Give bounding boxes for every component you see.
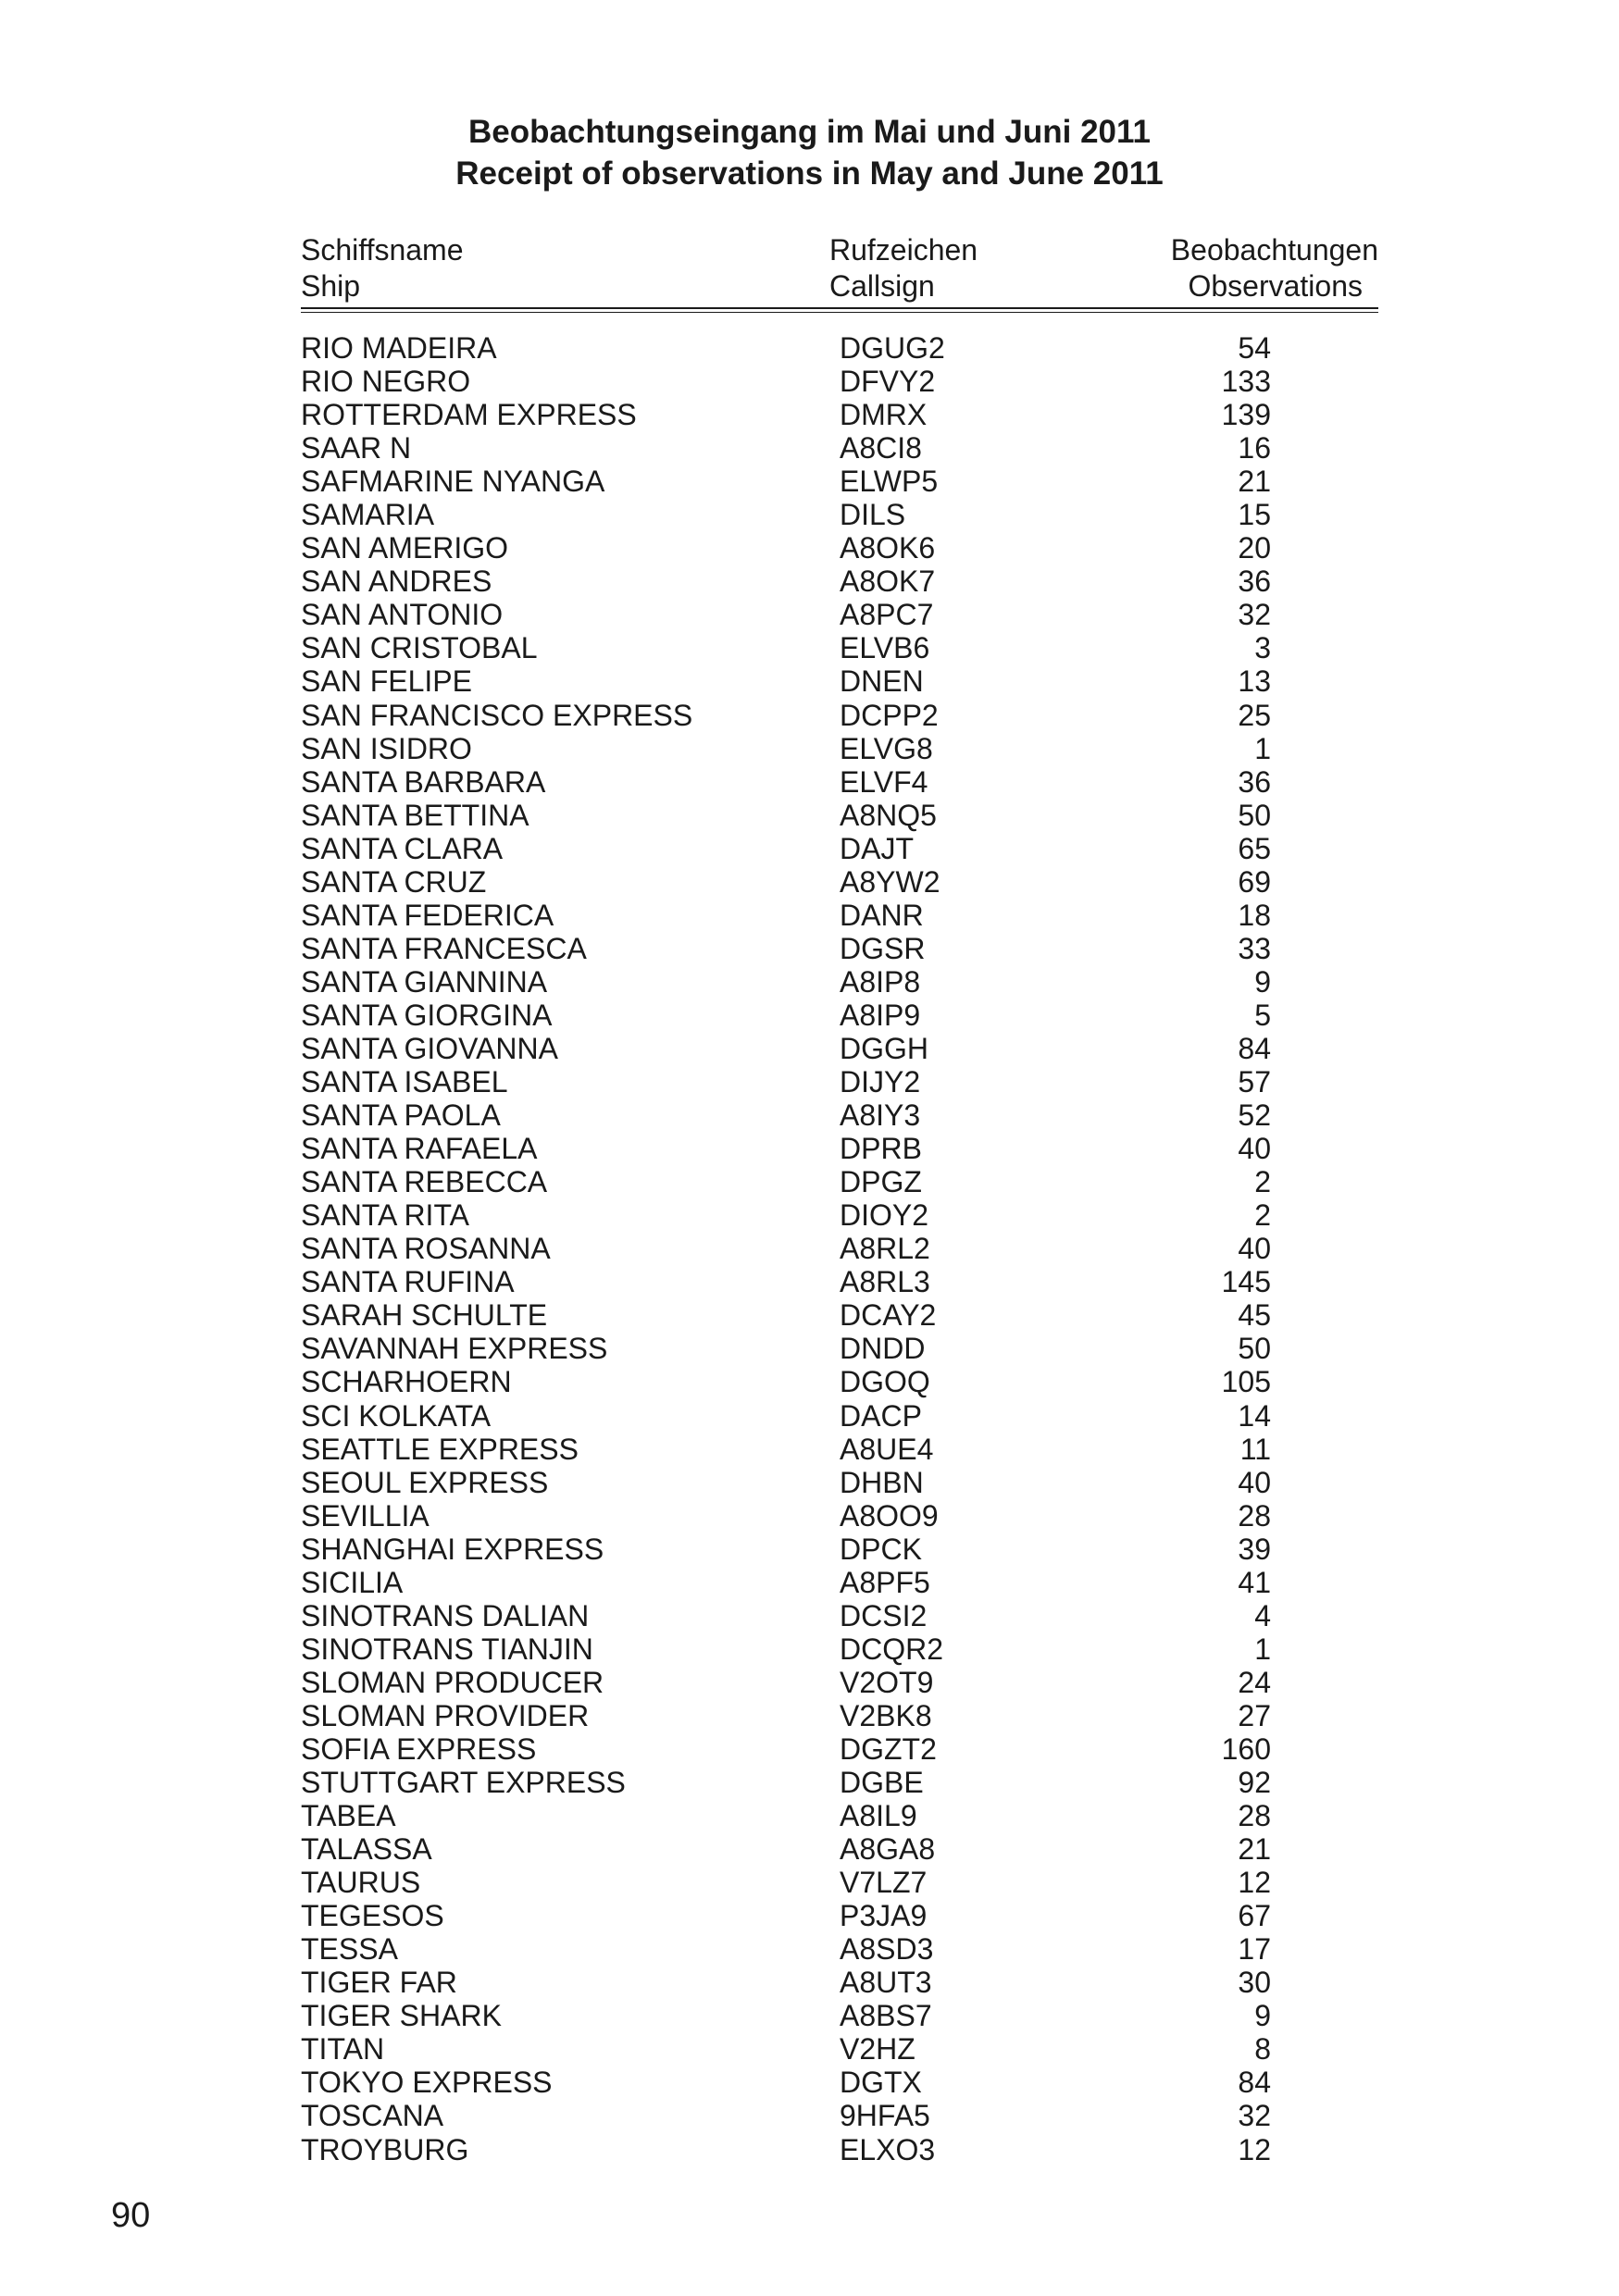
- callsign-cell: P3JA9: [840, 1899, 928, 1933]
- ship-name-cell: SAFMARINE NYANGA: [301, 465, 605, 499]
- ship-name-cell: SAN FRANCISCO EXPRESS: [301, 698, 693, 732]
- ship-name-cell: SANTA ISABEL: [301, 1065, 508, 1099]
- ship-name-cell: SANTA PAOLA: [301, 1098, 501, 1133]
- ship-name-cell: SAN ANTONIO: [301, 598, 504, 632]
- table-row: [301, 1499, 1378, 1533]
- observations-cell: 52: [1238, 1098, 1271, 1133]
- table-row: [301, 1766, 1378, 1799]
- callsign-cell: 9HFA5: [840, 2099, 930, 2133]
- table-row: [301, 832, 1378, 865]
- ship-name-cell: SANTA GIORGINA: [301, 998, 553, 1032]
- ship-name-cell: SANTA FRANCESCA: [301, 931, 587, 965]
- table-row: [301, 799, 1378, 832]
- ship-name-cell: SANTA BARBARA: [301, 764, 546, 799]
- table-row: [301, 664, 1378, 698]
- observations-cell: 41: [1238, 1565, 1271, 1599]
- observations-cell: 25: [1238, 698, 1271, 732]
- observations-cell: 1: [1254, 1632, 1271, 1666]
- table-row: [301, 465, 1378, 498]
- table-row: [301, 531, 1378, 565]
- observations-cell: 45: [1238, 1298, 1271, 1333]
- table-row: [301, 1632, 1378, 1666]
- observations-cell: 14: [1238, 1398, 1271, 1433]
- callsign-cell: V2HZ: [840, 2032, 915, 2066]
- ship-name-cell: SEVILLIA: [301, 1498, 430, 1533]
- observations-cell: 67: [1238, 1899, 1271, 1933]
- observations-cell: 20: [1238, 531, 1271, 565]
- ship-name-cell: TIGER FAR: [301, 1966, 457, 2000]
- ship-name-cell: SEATTLE EXPRESS: [301, 1432, 579, 1466]
- table-row: [301, 965, 1378, 999]
- observations-cell: 33: [1238, 931, 1271, 965]
- callsign-cell: V7LZ7: [840, 1866, 928, 1900]
- observations-cell: 105: [1221, 1365, 1271, 1399]
- ship-name-cell: SLOMAN PROVIDER: [301, 1698, 590, 1732]
- header-callsign-en: Callsign: [829, 269, 935, 303]
- observations-cell: 28: [1238, 1498, 1271, 1533]
- callsign-cell: DHBN: [840, 1465, 924, 1499]
- header-ship-de: Schiffsname: [301, 233, 464, 267]
- table-row: [301, 699, 1378, 732]
- observations-cell: 21: [1238, 1832, 1271, 1867]
- ship-name-cell: TIGER SHARK: [301, 1999, 502, 2033]
- table-row: [301, 1999, 1378, 2032]
- ship-name-cell: SANTA GIOVANNA: [301, 1031, 558, 1065]
- table-row: [301, 1132, 1378, 1165]
- title-german: Beobachtungseingang im Mai und Juni 2011: [467, 114, 1152, 150]
- observations-cell: 133: [1221, 365, 1271, 399]
- header-row-english: [301, 268, 1378, 304]
- ship-name-cell: SAVANNAH EXPRESS: [301, 1332, 608, 1366]
- ship-name-cell: SANTA CLARA: [301, 831, 504, 865]
- ship-name-cell: SAN ANDRES: [301, 565, 492, 599]
- callsign-cell: A8UE4: [840, 1432, 934, 1466]
- ship-name-cell: TALASSA: [301, 1832, 432, 1867]
- table-row: [301, 1799, 1378, 1832]
- observations-cell: 36: [1238, 565, 1271, 599]
- callsign-cell: DAJT: [840, 831, 914, 865]
- ship-name-cell: SAMARIA: [301, 498, 435, 532]
- ship-name-cell: TABEA: [301, 1799, 396, 1833]
- table-row: [301, 1966, 1378, 1999]
- callsign-cell: DPRB: [840, 1132, 922, 1166]
- callsign-cell: DPCK: [840, 1532, 922, 1566]
- observations-cell: 28: [1238, 1799, 1271, 1833]
- observations-cell: 39: [1238, 1532, 1271, 1566]
- table-row: [301, 999, 1378, 1032]
- table-row: [301, 331, 1378, 365]
- callsign-cell: DFVY2: [840, 365, 936, 399]
- ship-name-cell: ROTTERDAM EXPRESS: [301, 398, 637, 432]
- table-row: [301, 1899, 1378, 1932]
- ship-name-cell: RIO NEGRO: [301, 365, 471, 399]
- observations-cell: 4: [1254, 1598, 1271, 1632]
- observations-cell: 18: [1238, 898, 1271, 932]
- callsign-cell: V2OT9: [840, 1665, 934, 1699]
- table-row: [301, 1399, 1378, 1433]
- table-row: [301, 365, 1378, 398]
- table-row: [301, 431, 1378, 465]
- observations-cell: 30: [1238, 1966, 1271, 2000]
- callsign-cell: A8IL9: [840, 1799, 917, 1833]
- table-row: [301, 765, 1378, 799]
- callsign-cell: DGBE: [840, 1766, 924, 1800]
- observations-cell: 65: [1238, 831, 1271, 865]
- ship-name-cell: SAN CRISTOBAL: [301, 631, 538, 665]
- callsign-cell: A8CI8: [840, 431, 922, 465]
- callsign-cell: DIJY2: [840, 1065, 921, 1099]
- table-row: [301, 1265, 1378, 1298]
- table-row: [301, 1165, 1378, 1198]
- ship-name-cell: TITAN: [301, 2032, 385, 2066]
- table-row: [301, 498, 1378, 531]
- observations-cell: 27: [1238, 1698, 1271, 1732]
- ship-name-cell: STUTTGART EXPRESS: [301, 1766, 626, 1800]
- callsign-cell: A8OK7: [840, 565, 936, 599]
- table-row: [301, 1466, 1378, 1499]
- callsign-cell: ELVG8: [840, 731, 933, 765]
- callsign-cell: DPGZ: [840, 1165, 922, 1199]
- observations-cell: 50: [1238, 1332, 1271, 1366]
- observations-cell: 139: [1221, 398, 1271, 432]
- ship-name-cell: SICILIA: [301, 1565, 404, 1599]
- observations-cell: 84: [1238, 1031, 1271, 1065]
- ship-name-cell: SANTA CRUZ: [301, 864, 487, 899]
- ship-name-cell: TOKYO EXPRESS: [301, 2066, 553, 2100]
- observations-cell: 40: [1238, 1232, 1271, 1266]
- page-number: 90: [111, 2196, 151, 2235]
- ship-name-cell: RIO MADEIRA: [301, 331, 497, 365]
- observations-cell: 8: [1254, 2032, 1271, 2066]
- ship-name-cell: SLOMAN PRODUCER: [301, 1665, 604, 1699]
- ship-name-cell: SINOTRANS DALIAN: [301, 1598, 590, 1632]
- ship-name-cell: TEGESOS: [301, 1899, 444, 1933]
- observations-cell: 54: [1238, 331, 1271, 365]
- observations-cell: 2: [1254, 1165, 1271, 1199]
- table-row: [301, 1566, 1378, 1599]
- ship-name-cell: SCI KOLKATA: [301, 1398, 492, 1433]
- table-row: [301, 1065, 1378, 1098]
- observations-cell: 11: [1239, 1432, 1271, 1466]
- table-body: [301, 331, 1378, 2166]
- ship-name-cell: SANTA FEDERICA: [301, 898, 554, 932]
- callsign-cell: DMRX: [840, 398, 928, 432]
- ship-name-cell: SANTA ROSANNA: [301, 1232, 551, 1266]
- table-row: [301, 1332, 1378, 1365]
- observations-cell: 24: [1238, 1665, 1271, 1699]
- ship-name-cell: SCHARHOERN: [301, 1365, 512, 1399]
- observations-cell: 92: [1238, 1766, 1271, 1800]
- observations-cell: 16: [1238, 431, 1271, 465]
- table-row: [301, 2133, 1378, 2166]
- callsign-cell: ELXO3: [840, 2132, 936, 2166]
- observations-cell: 57: [1238, 1065, 1271, 1099]
- ship-name-cell: SANTA RUFINA: [301, 1265, 515, 1299]
- callsign-cell: A8OK6: [840, 531, 936, 565]
- table-row: [301, 865, 1378, 899]
- callsign-cell: V2BK8: [840, 1698, 932, 1732]
- callsign-cell: DCAY2: [840, 1298, 937, 1333]
- table-row: [301, 2099, 1378, 2132]
- header-ship-en: Ship: [301, 269, 361, 303]
- callsign-cell: ELVF4: [840, 764, 928, 799]
- callsign-cell: ELVB6: [840, 631, 930, 665]
- observations-cell: 17: [1238, 1932, 1271, 1967]
- table-row: [301, 1699, 1378, 1732]
- observations-cell: 9: [1254, 964, 1271, 999]
- callsign-cell: A8IP9: [840, 998, 921, 1032]
- header-observations-en: Observations: [1188, 269, 1363, 303]
- callsign-cell: DIOY2: [840, 1198, 929, 1233]
- table-row: [301, 631, 1378, 664]
- callsign-cell: A8SD3: [840, 1932, 934, 1967]
- callsign-cell: DGGH: [840, 1031, 928, 1065]
- callsign-cell: DGOQ: [840, 1365, 930, 1399]
- table-row: [301, 2066, 1378, 2099]
- ship-name-cell: TROYBURG: [301, 2132, 469, 2166]
- callsign-cell: ELWP5: [840, 465, 939, 499]
- observations-cell: 160: [1221, 1731, 1271, 1766]
- observations-cell: 12: [1238, 2132, 1271, 2166]
- callsign-cell: A8OO9: [840, 1498, 939, 1533]
- header-callsign-de: Rufzeichen: [829, 233, 978, 267]
- callsign-cell: A8NQ5: [840, 798, 937, 832]
- ship-name-cell: SAAR N: [301, 431, 412, 465]
- callsign-cell: DNDD: [840, 1332, 926, 1366]
- table-row: [301, 1533, 1378, 1566]
- callsign-cell: DILS: [840, 498, 906, 532]
- callsign-cell: DGUG2: [840, 331, 945, 365]
- observations-cell: 50: [1238, 798, 1271, 832]
- ship-name-cell: SANTA RAFAELA: [301, 1132, 538, 1166]
- table-row: [301, 1599, 1378, 1632]
- header-divider: [301, 307, 1378, 313]
- table-row: [301, 565, 1378, 598]
- ship-name-cell: SOFIA EXPRESS: [301, 1731, 537, 1766]
- observations-cell: 40: [1238, 1465, 1271, 1499]
- observations-table: [301, 232, 1378, 2166]
- callsign-cell: DCSI2: [840, 1598, 928, 1632]
- callsign-cell: A8IP8: [840, 964, 921, 999]
- observations-cell: 32: [1238, 2099, 1271, 2133]
- observations-cell: 13: [1238, 664, 1271, 699]
- ship-name-cell: SARAH SCHULTE: [301, 1298, 548, 1333]
- table-row: [301, 1098, 1378, 1132]
- observations-cell: 21: [1238, 465, 1271, 499]
- callsign-cell: DGZT2: [840, 1731, 937, 1766]
- table-row: [301, 1932, 1378, 1966]
- observations-cell: 3: [1254, 631, 1271, 665]
- table-row: [301, 1032, 1378, 1065]
- observations-cell: 32: [1238, 598, 1271, 632]
- callsign-cell: A8PF5: [840, 1565, 930, 1599]
- callsign-cell: DANR: [840, 898, 924, 932]
- ship-name-cell: SINOTRANS TIANJIN: [301, 1632, 593, 1666]
- table-row: [301, 1433, 1378, 1466]
- callsign-cell: A8IY3: [840, 1098, 921, 1133]
- observations-cell: 1: [1254, 731, 1271, 765]
- ship-name-cell: TOSCANA: [301, 2099, 444, 2133]
- callsign-cell: A8RL2: [840, 1232, 930, 1266]
- observations-cell: 5: [1254, 998, 1271, 1032]
- observations-cell: 40: [1238, 1132, 1271, 1166]
- table-row: [301, 1732, 1378, 1766]
- ship-name-cell: SANTA REBECCA: [301, 1165, 548, 1199]
- table-row: [301, 732, 1378, 765]
- callsign-cell: DCQR2: [840, 1632, 944, 1666]
- callsign-cell: DNEN: [840, 664, 924, 699]
- observations-cell: 15: [1238, 498, 1271, 532]
- table-row: [301, 932, 1378, 965]
- table-row: [301, 1365, 1378, 1398]
- observations-cell: 84: [1238, 2066, 1271, 2100]
- observations-cell: 145: [1221, 1265, 1271, 1299]
- observations-cell: 69: [1238, 864, 1271, 899]
- table-row: [301, 1866, 1378, 1899]
- table-row: [301, 1198, 1378, 1232]
- ship-name-cell: TESSA: [301, 1932, 398, 1967]
- callsign-cell: DCPP2: [840, 698, 939, 732]
- ship-name-cell: SAN ISIDRO: [301, 731, 472, 765]
- ship-name-cell: SANTA BETTINA: [301, 798, 529, 832]
- table-row: [301, 2032, 1378, 2066]
- table-row: [301, 1298, 1378, 1332]
- observations-cell: 12: [1238, 1866, 1271, 1900]
- callsign-cell: DGSR: [840, 931, 926, 965]
- page-title: [0, 111, 1619, 194]
- ship-name-cell: SANTA RITA: [301, 1198, 469, 1233]
- ship-name-cell: SAN FELIPE: [301, 664, 472, 699]
- callsign-cell: DACP: [840, 1398, 922, 1433]
- table-row: [301, 1832, 1378, 1866]
- header-row-german: [301, 232, 1378, 268]
- observations-cell: 2: [1254, 1198, 1271, 1233]
- ship-name-cell: SAN AMERIGO: [301, 531, 509, 565]
- table-row: [301, 598, 1378, 631]
- observations-cell: 36: [1238, 764, 1271, 799]
- title-english: Receipt of observations in May and June 2011: [455, 155, 1164, 192]
- table-row: [301, 398, 1378, 431]
- table-row: [301, 1666, 1378, 1699]
- header-observations-de: Beobachtungen: [1170, 233, 1378, 267]
- ship-name-cell: SHANGHAI EXPRESS: [301, 1532, 604, 1566]
- callsign-cell: A8GA8: [840, 1832, 936, 1867]
- observations-cell: 9: [1254, 1999, 1271, 2033]
- ship-name-cell: SANTA GIANNINA: [301, 964, 548, 999]
- table-row: [301, 1232, 1378, 1265]
- callsign-cell: DGTX: [840, 2066, 922, 2100]
- table-row: [301, 899, 1378, 932]
- callsign-cell: A8UT3: [840, 1966, 932, 2000]
- callsign-cell: A8YW2: [840, 864, 940, 899]
- callsign-cell: A8PC7: [840, 598, 934, 632]
- ship-name-cell: TAURUS: [301, 1866, 421, 1900]
- callsign-cell: A8BS7: [840, 1999, 932, 2033]
- callsign-cell: A8RL3: [840, 1265, 930, 1299]
- ship-name-cell: SEOUL EXPRESS: [301, 1465, 549, 1499]
